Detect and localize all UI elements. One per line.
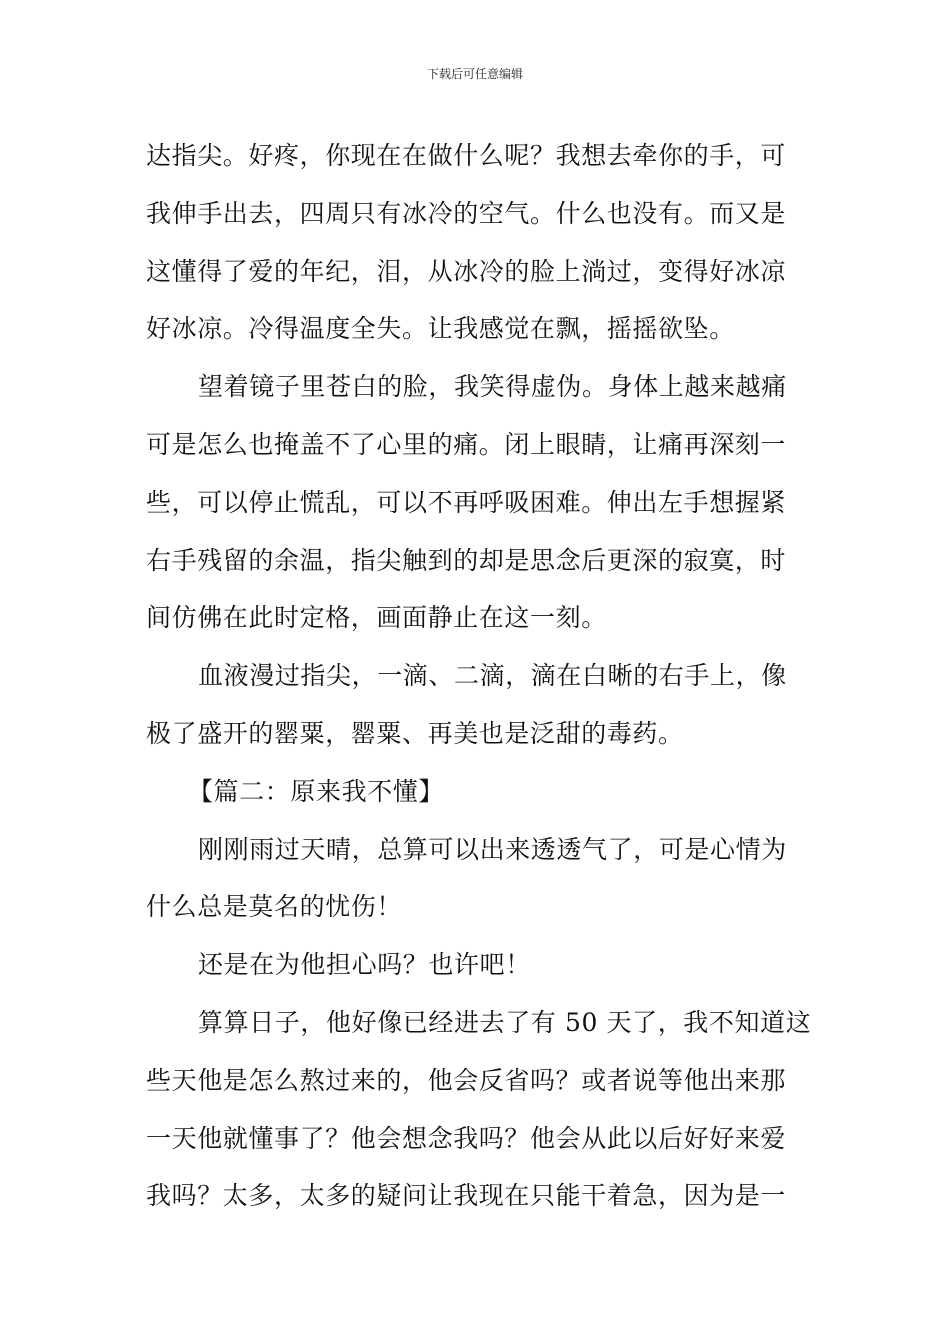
text-line: 一天他就懂事了？他会想念我吗？他会从此以后好好来爱 bbox=[146, 1123, 787, 1153]
text-line: 什么总是莫名的忧伤！ bbox=[146, 892, 403, 922]
text-line: 可是怎么也掩盖不了心里的痛。闭上眼睛，让痛再深刻一 bbox=[146, 429, 787, 459]
paragraph-start-line: 血液漫过指尖，一滴、二滴，滴在白晰的右手上，像 bbox=[198, 661, 787, 691]
page-header: 下载后可任意编辑 bbox=[426, 67, 523, 81]
document-body bbox=[146, 127, 812, 1225]
paragraph-start-line: 算算日子，他好像已经进去了有 50 天了，我不知道这 bbox=[198, 1007, 812, 1037]
text-line: 些，可以停止慌乱，可以不再呼吸困难。伸出左手想握紧 bbox=[146, 487, 787, 517]
paragraph-start-line: 还是在为他担心吗？也许吧！ bbox=[198, 950, 531, 980]
text-line: 间仿佛在此时定格，画面静止在这一刻。 bbox=[146, 603, 607, 633]
text-line: 达指尖。好疼，你现在在做什么呢？我想去牵你的手，可 bbox=[146, 141, 787, 170]
paragraph-start-line: 望着镜子里苍白的脸，我笑得虚伪。身体上越来越痛 bbox=[198, 372, 787, 402]
text-line: 好冰凉。冷得温度全失。让我感觉在飘，摇摇欲坠。 bbox=[146, 314, 735, 344]
text-line: 极了盛开的罂粟，罂粟、再美也是泛甜的毒药。 bbox=[146, 718, 684, 748]
section-heading: 【篇二：原来我不懂】 bbox=[188, 776, 445, 806]
text-line: 我吗？太多，太多的疑问让我现在只能干着急，因为是一 bbox=[146, 1181, 787, 1211]
text-line: 我伸手出去，四周只有冰冷的空气。什么也没有。而又是 bbox=[146, 198, 787, 228]
paragraph-start-line: 刚刚雨过天晴，总算可以出来透透气了，可是心情为 bbox=[198, 834, 787, 864]
text-line: 右手残留的余温，指尖触到的却是思念后更深的寂寞，时 bbox=[146, 545, 787, 575]
text-line: 这懂得了爱的年纪，泪，从冰冷的脸上淌过，变得好冰凉 bbox=[146, 256, 787, 286]
text-line: 些天他是怎么熬过来的，他会反省吗？或者说等他出来那 bbox=[146, 1065, 787, 1095]
